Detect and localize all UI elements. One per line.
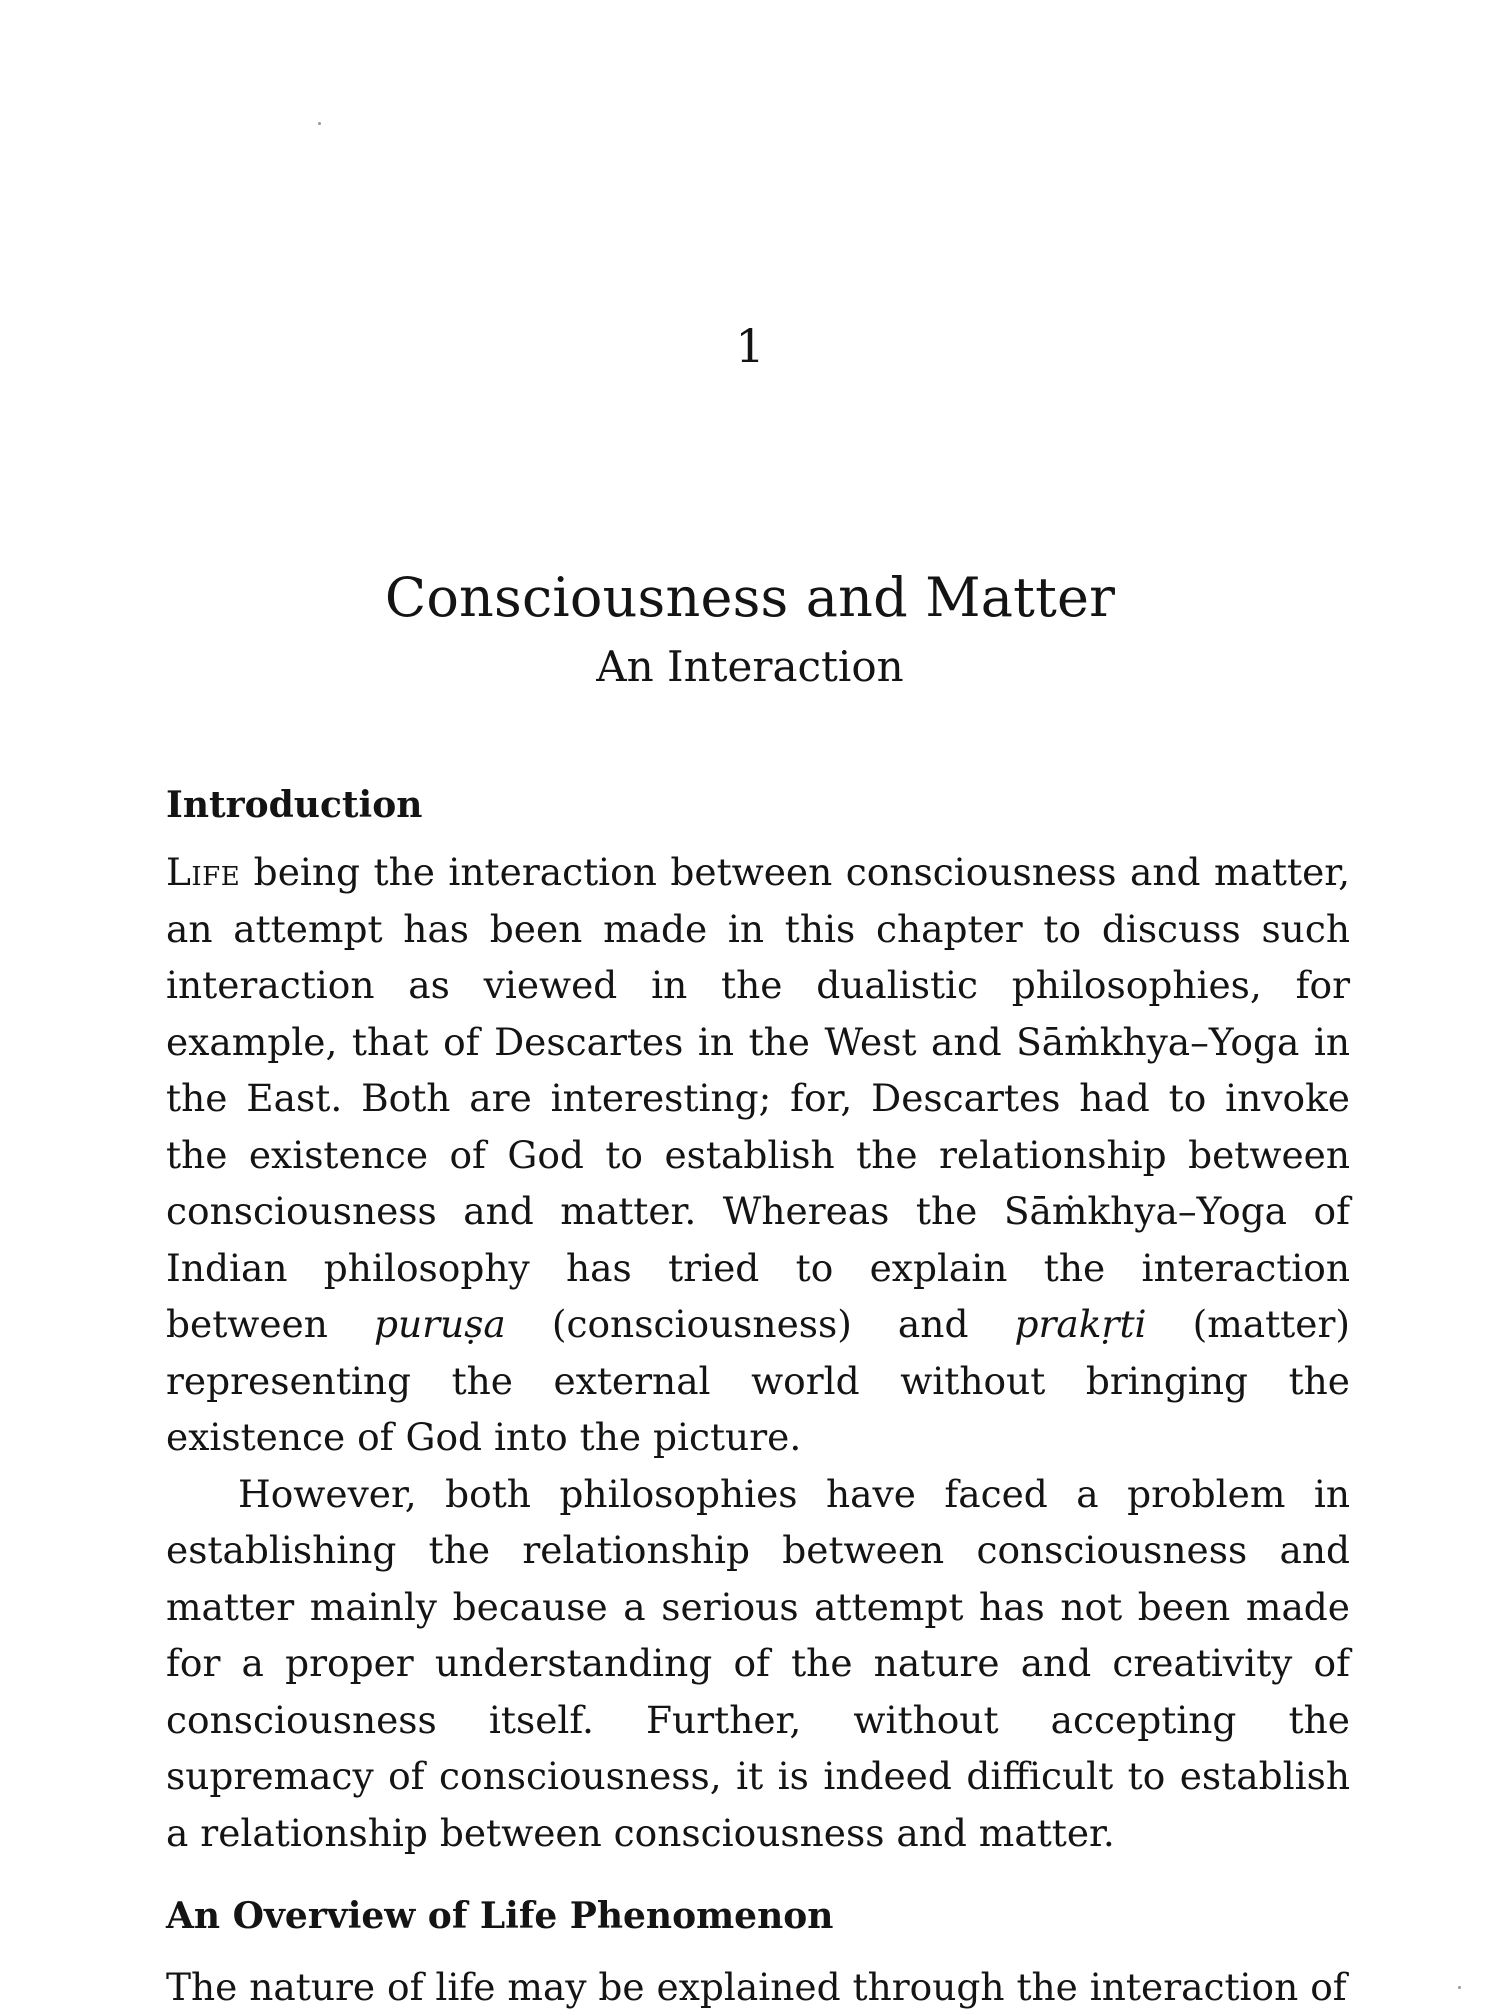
section-heading-overview: An Overview of Life Phenomenon [166, 1895, 834, 1937]
overview-paragraph-1: The nature of life may be explained through the interaction of [166, 1965, 1347, 2009]
chapter-number: 1 [735, 319, 765, 373]
scan-speck [1458, 1986, 1461, 1989]
lead-word-smallcaps: Life [166, 850, 241, 894]
term-purusa: puruṣa [373, 1302, 506, 1346]
intro-paragraph-1-text-b: (consciousness) and [505, 1302, 1015, 1346]
scan-speck [318, 122, 321, 125]
intro-paragraph-2: However, both philosophies have faced a problem in establishing the relationship between consciousness and matter mainly because a serious attempt has not been made for a proper understanding of the nature and creativity of consciousness itself. Further, without accepting the supremacy of consciousness, it is indeed difficult to establish a relationship between consciousness and matter. [166, 1471, 1350, 1855]
chapter-body [166, 780, 1350, 2016]
intro-paragraph-1-text-a: being the interaction between consciousness and matter, an attempt has been made in this chapter to discuss such interaction as viewed in the dualistic philosophies, for example, that of Descartes in the West and Sāṁkhya–Yoga in the East. Both are interesting; for, Descartes had to invoke the existence of God to establish the relationship between consciousness and matter. Whereas the Sāṁkhya–Yoga of Indian philosophy has tried to explain the interaction between [166, 850, 1350, 1346]
intro-paragraph-1-text-c: (matter) representing the external world without bringing the existence of God into the picture. [166, 1302, 1350, 1459]
chapter-subtitle: An Interaction [596, 642, 904, 691]
term-prakrti: prakṛti [1014, 1302, 1147, 1346]
intro-paragraph-1 [166, 844, 1350, 1466]
chapter-title: Consciousness and Matter [384, 566, 1116, 629]
section-heading-introduction: Introduction [166, 784, 423, 826]
